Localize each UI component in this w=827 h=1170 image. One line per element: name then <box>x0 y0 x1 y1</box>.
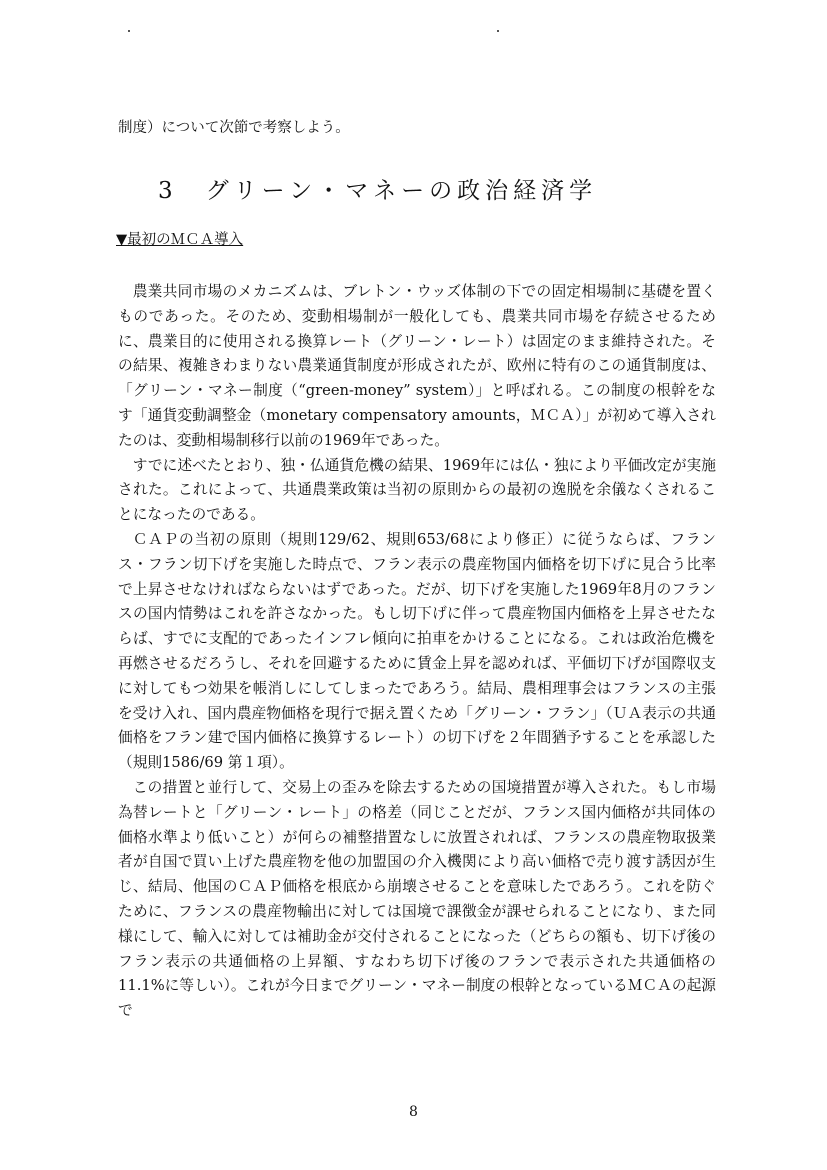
paragraph: ＣＡＰの当初の原則（規則129/62、規則653/68により修正）に従うならば、フランス・フラン切下げを実施した時点で、フラン表示の農産物国内価格を切下げに見合う比率で上昇させなければならないはずであった。だが、切下げを実施した1969年8月のフランスの国内情勢はこれを許さなかった。もし切下げに伴って農産物国内価格を上昇させたならば、すでに支配的であったインフレ傾向に拍車をかけることになる。これは政治危機を再燃させるだろうし、それを回避するために賃金上昇を認めれば、平価切下げが国際収支に対してもつ効果を帳消しにしてしまったであろう。結局、農相理事会はフランスの主張を受け入れ、国内農産物価格を現行で据え置くため「グリーン・フラン」（ＵＡ表示の共通価格をフラン建で国内価格に換算するレート）の切下げを２年間猶予することを承認した（規則1586/69 第１項）。 <box>118 530 716 772</box>
body-text <box>118 280 716 1024</box>
subheading-text: ▼最初のＭＣＡ導入 <box>116 232 244 248</box>
page-number: 8 <box>409 1104 418 1120</box>
continuation-text: 制度）について次節で考察しよう。 <box>118 120 350 136</box>
subheading <box>116 228 716 252</box>
scan-mark <box>497 30 499 32</box>
section-heading: 3 グリーン・マネーの政治経済学 <box>158 178 598 204</box>
paragraph: 農業共同市場のメカニズムは、ブレトン・ウッズ体制の下での固定相場制に基礎を置くものであった。そのため、変動相場制が一般化しても、農業共同市場を存続させるために、農業目的に使用される換算レート（グリーン・レート）は固定のまま維持された。その結果、複雑きわまりない農業通貨制度が形成されたが、欧州に特有のこの通貨制度は、「グリーン・マネー制度（“green-money” system）」と呼ばれる。この制度の根幹をなす「通貨変動調整金（monetary compensatory amounts，ＭＣＡ）」が初めて導入されたのは、変動相場制移行以前の1969年であった。 <box>118 283 716 449</box>
paragraph: すでに述べたとおり、独・仏通貨危機の結果、1969年には仏・独により平価改定が実施された。これによって、共通農業政策は当初の原則からの最初の逸脱を余儀なくされることになったのである。 <box>118 456 716 524</box>
scan-mark <box>128 30 130 32</box>
paragraph: この措置と並行して、交易上の歪みを除去するための国境措置が導入された。もし市場為替レートと「グリーン・レート」の格差（同じことだが、フランス国内価格が共同体の価格水準より低いこと）が何らの補整措置なしに放置されれば、フランスの農産物取扱業者が自国で買い上げた農産物を他の加盟国の介入機関により高い価格で売り渡す誘因が生じ、結局、他国のＣＡＰ価格を根底から崩壊させることを意味したであろう。これを防ぐために、フランスの農産物輸出に対しては国境で課徴金が課せられることになり、また同様にして、輸入に対しては補助金が交付されることになった（どちらの額も、切下げ後のフラン表示の共通価格の上昇額、すなわち切下げ後のフランで表示された共通価格の11.1%に等しい）。これが今日までグリーン・マネー制度の根幹となっているＭＣＡの起源で <box>118 778 716 1020</box>
page-body <box>118 116 716 1024</box>
